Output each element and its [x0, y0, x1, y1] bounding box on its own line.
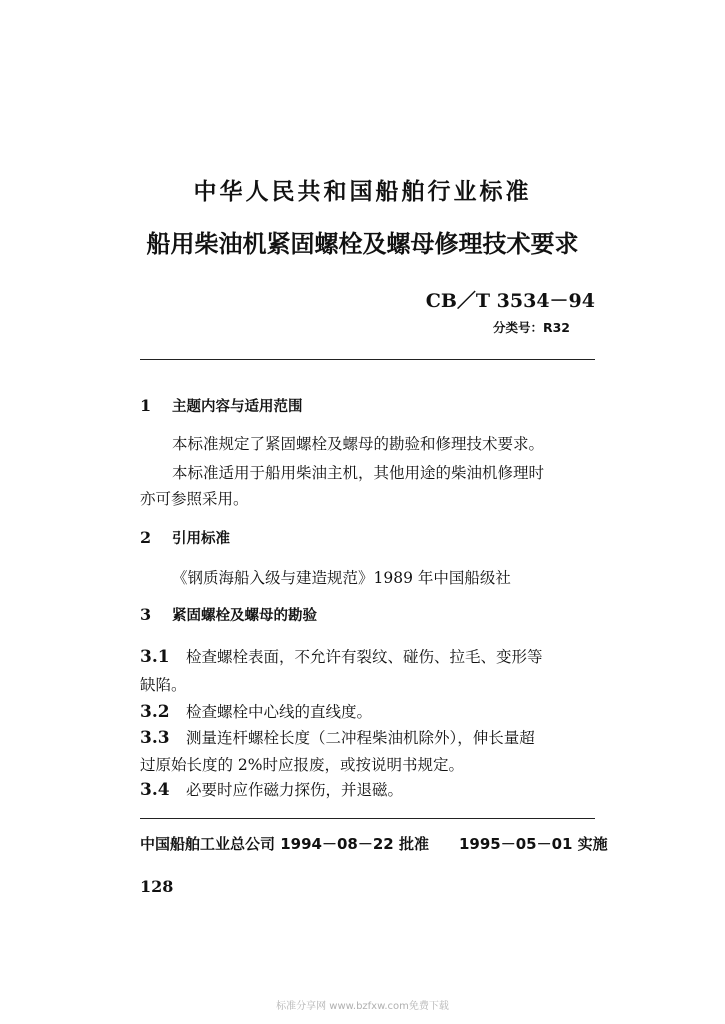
clause-3-3-number: 3.3 [140, 728, 170, 748]
section-2-heading [140, 527, 230, 548]
footer-divider [140, 818, 595, 819]
clause-3-1-number: 3.1 [140, 647, 170, 667]
section-3-number: 3 [140, 605, 152, 624]
document-title: 船用柴油机紧固螺栓及螺母修理技术要求 [146, 230, 579, 258]
clause-3-2-number: 3.2 [140, 702, 170, 722]
section-3-heading [140, 604, 317, 625]
clause-3-1-text-line-1: 检查螺栓表面，不允许有裂纹、碰伤、拉毛、变形等 [186, 648, 543, 666]
section-1-paragraph-2-line-1: 本标准适用于船用柴油主机，其他用途的柴油机修理时 [172, 464, 545, 482]
section-1-paragraph-2-line-2: 亦可参照采用。 [140, 490, 249, 508]
standard-code: CB／T 3534－94 [425, 290, 595, 312]
organization-standard-heading: 中华人民共和国船舶行业标准 [193, 179, 532, 205]
clause-3-3-text-line-2: 过原始长度的 2%时应报废，或按说明书规定。 [140, 756, 465, 774]
section-3-title: 紧固螺栓及螺母的勘验 [172, 608, 317, 624]
clause-3-4-text: 必要时应作磁力探伤，并退磁。 [186, 781, 404, 799]
header-divider [140, 359, 595, 360]
page-number: 128 [140, 877, 174, 896]
implementation-date: 1995－05－01 实施 [458, 835, 608, 853]
clause-3-4 [140, 778, 403, 800]
clause-3-3 [140, 726, 535, 748]
clause-3-3-text-line-1: 测量连杆螺栓长度（二冲程柴油机除外），伸长量超 [186, 729, 535, 747]
approval-footer [140, 833, 608, 854]
clause-3-1 [140, 645, 543, 667]
section-2-title: 引用标准 [172, 531, 230, 547]
classification-number: 分类号：R32 [492, 320, 570, 335]
section-2-number: 2 [140, 528, 152, 547]
section-1-paragraph-1: 本标准规定了紧固螺栓及螺母的勘验和修理技术要求。 [172, 435, 545, 453]
clause-3-2 [140, 700, 372, 722]
section-1-title: 主题内容与适用范围 [172, 399, 303, 415]
section-1-number: 1 [140, 396, 152, 415]
watermark-text: 标准分享网 www.bzfxw.com免费下载 [276, 1001, 449, 1012]
clause-3-4-number: 3.4 [140, 780, 170, 800]
reference-document: 《钢质海船入级与建造规范》1989 年中国船级社 [172, 569, 511, 587]
clause-3-2-text: 检查螺栓中心线的直线度。 [186, 703, 373, 721]
section-1-heading [140, 395, 303, 416]
clause-3-1-text-line-2: 缺陷。 [140, 676, 187, 694]
approval-statement: 中国船舶工业总公司 1994－08－22 批准 [140, 835, 429, 853]
